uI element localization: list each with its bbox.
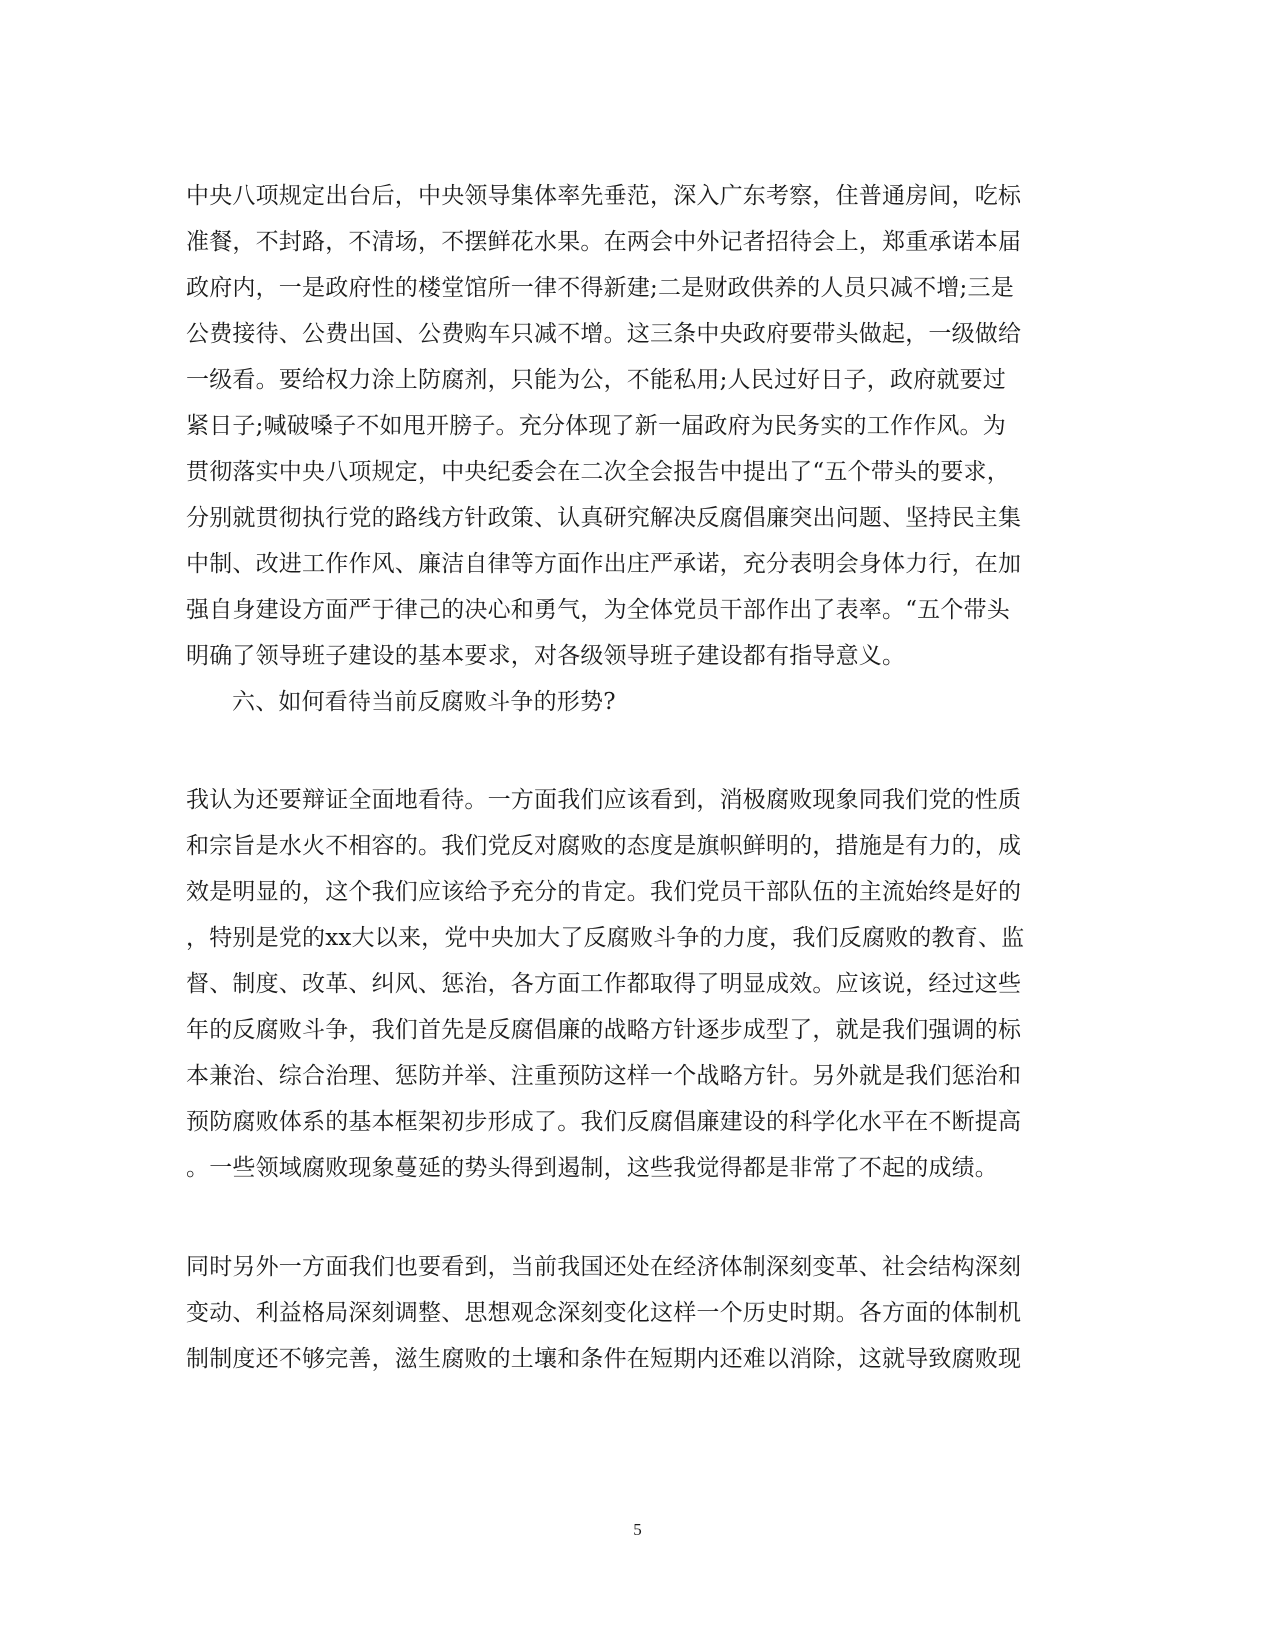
paragraph-1-line: 强自身建设方面严于律己的决心和勇气，为全体党员干部作出了表率。“五个带头: [186, 597, 1010, 623]
paragraph-3-line: 变动、利益格局深刻调整、思想观念深刻变化这样一个历史时期。各方面的体制机: [186, 1300, 1022, 1326]
paragraph-2-line: 和宗旨是水火不相容的。我们党反对腐败的态度是旗帜鲜明的，措施是有力的，成: [186, 833, 1022, 859]
paragraph-2-line: 本兼治、综合治理、惩防并举、注重预防这样一个战略方针。另外就是我们惩治和: [186, 1063, 1022, 1089]
paragraph-1-line: 准餐，不封路，不清场，不摆鲜花水果。在两会中外记者招待会上，郑重承诺本届: [186, 229, 1022, 255]
paragraph-1-line: 明确了领导班子建设的基本要求，对各级领导班子建设都有指导意义。: [186, 643, 906, 669]
paragraph-1-line: 中制、改进工作作风、廉洁自律等方面作出庄严承诺，充分表明会身体力行，在加: [186, 551, 1022, 577]
paragraph-2-line: 年的反腐败斗争，我们首先是反腐倡廉的战略方针逐步成型了，就是我们强调的标: [186, 1017, 1022, 1043]
page-number: 5: [633, 1520, 642, 1539]
paragraph-1-line: 政府内，一是政府性的楼堂馆所一律不得新建;二是财政供养的人员只减不增;三是: [186, 275, 1014, 301]
paragraph-1-line: 分别就贯彻执行党的路线方针政策、认真研究解决反腐倡廉突出问题、坚持民主集: [186, 505, 1022, 531]
paragraph-3-line: 同时另外一方面我们也要看到，当前我国还处在经济体制深刻变革、社会结构深刻: [186, 1254, 1022, 1280]
paragraph-2-line: 督、制度、改革、纠风、惩治，各方面工作都取得了明显成效。应该说，经过这些: [186, 971, 1022, 997]
paragraph-2-line: 预防腐败体系的基本框架初步形成了。我们反腐倡廉建设的科学化水平在不断提高: [186, 1109, 1022, 1135]
paragraph-1-line: 贯彻落实中央八项规定，中央纪委会在二次全会报告中提出了“五个带头的要求，: [186, 459, 1010, 485]
paragraph-2-line: 。一些领域腐败现象蔓延的势头得到遏制，这些我觉得都是非常了不起的成绩。: [186, 1155, 998, 1181]
paragraph-3-line: 制制度还不够完善，滋生腐败的土壤和条件在短期内还难以消除，这就导致腐败现: [186, 1346, 1022, 1372]
section-heading: 六、如何看待当前反腐败斗争的形势?: [232, 689, 616, 715]
paragraph-2-line: ，特别是党的xx大以来，党中央加大了反腐败斗争的力度，我们反腐败的教育、监: [186, 925, 1025, 951]
paragraph-1-line: 中央八项规定出台后，中央领导集体率先垂范，深入广东考察，住普通房间，吃标: [186, 183, 1022, 209]
paragraph-1-line: 公费接待、公费出国、公费购车只减不增。这三条中央政府要带头做起，一级做给: [186, 321, 1022, 347]
paragraph-1-line: 紧日子;喊破嗓子不如甩开膀子。充分体现了新一届政府为民务实的工作作风。为: [186, 413, 1006, 439]
paragraph-2-line: 效是明显的，这个我们应该给予充分的肯定。我们党员干部队伍的主流始终是好的: [186, 879, 1022, 905]
paragraph-2-line: 我认为还要辩证全面地看待。一方面我们应该看到，消极腐败现象同我们党的性质: [186, 787, 1022, 813]
paragraph-1-line: 一级看。要给权力涂上防腐剂，只能为公，不能私用;人民过好日子，政府就要过: [186, 367, 1006, 393]
